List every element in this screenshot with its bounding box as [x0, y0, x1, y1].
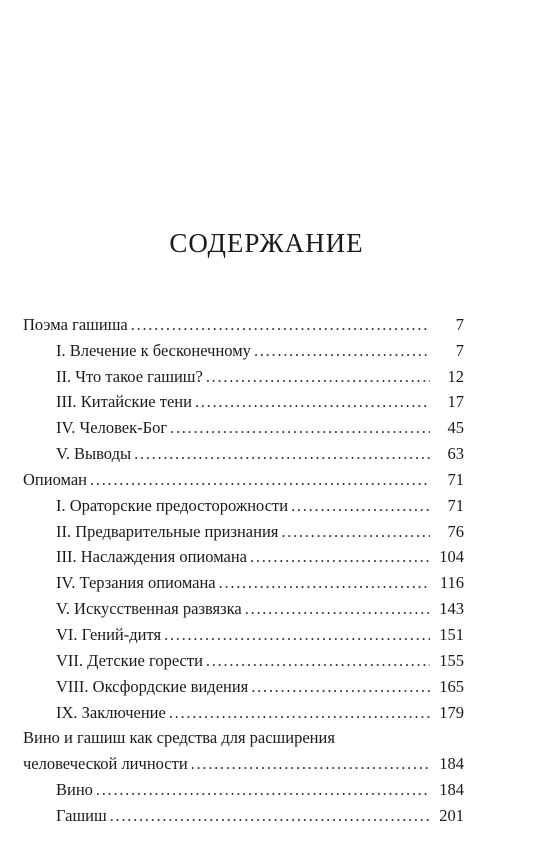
toc-entry — [23, 542, 464, 568]
dot-leader — [110, 806, 430, 826]
toc-entry-page-number: 201 — [439, 805, 464, 825]
toc-entry — [23, 774, 464, 800]
toc-entry-label: IV. Человек-Бог — [56, 418, 168, 438]
dot-leader — [251, 677, 430, 697]
toc-entry-label: I. Влечение к бесконечному — [56, 340, 251, 360]
dot-leader — [206, 367, 430, 387]
toc-entry-label: II. Предварительные признания — [56, 521, 279, 541]
toc-entry — [23, 309, 464, 335]
toc-entry — [23, 748, 464, 774]
toc-entry-page-number: 165 — [439, 676, 464, 696]
toc-entry-page-number: 76 — [447, 521, 464, 541]
toc-entry-page-number: 116 — [439, 573, 464, 593]
toc-entry — [23, 800, 464, 826]
toc-entry-page-number: 155 — [439, 650, 464, 670]
toc-entry-page-number: 17 — [447, 392, 464, 412]
dot-leader — [170, 418, 430, 438]
toc-entry — [23, 438, 464, 464]
toc-entry — [23, 335, 464, 361]
page-title: СОДЕРЖАНИЕ — [169, 228, 364, 258]
toc-entry — [23, 619, 464, 645]
toc-entry — [23, 412, 464, 438]
toc-entry-label: Опиоман — [23, 469, 87, 489]
dot-leader — [134, 444, 430, 464]
dot-leader — [96, 780, 430, 800]
toc-entry-page-number: 71 — [447, 495, 464, 515]
toc-entry-page-number: 12 — [447, 366, 464, 386]
toc-entry-page-number: 104 — [439, 547, 464, 567]
dot-leader — [219, 573, 430, 593]
toc-entry-label: I. Ораторские предосторожности — [56, 495, 289, 515]
toc-entry-label: IV. Терзания опиомана — [56, 573, 216, 593]
dot-leader — [191, 754, 430, 774]
toc-entry-label: III. Наслаждения опиомана — [56, 547, 247, 567]
toc-entry-label: II. Что такое гашиш? — [56, 366, 203, 386]
toc-entry-page-number: 71 — [447, 469, 464, 489]
toc-entry-page-number: 7 — [455, 340, 464, 360]
dot-leader — [131, 315, 430, 335]
toc-entry-label: IX. Заключение — [56, 702, 166, 722]
dot-leader — [206, 651, 430, 671]
toc-entry-page-number: 45 — [447, 418, 464, 438]
toc-entry — [23, 516, 464, 542]
toc-entry-label: человеческой личности — [23, 754, 188, 774]
dot-leader — [245, 599, 430, 619]
dot-leader — [291, 496, 430, 516]
toc-entry-page-number: 143 — [439, 599, 464, 619]
toc-entry-label: III. Китайские тени — [56, 392, 192, 412]
toc-entry-page-number: 184 — [439, 780, 464, 800]
toc-entry — [23, 723, 464, 749]
toc-entry — [23, 697, 464, 723]
toc-entry-label: VII. Детские горести — [56, 650, 203, 670]
toc-entry — [23, 593, 464, 619]
toc-entry-label: V. Выводы — [56, 444, 132, 464]
toc-entry — [23, 464, 464, 490]
dot-leader — [164, 625, 430, 645]
toc-entry-page-number: 151 — [439, 624, 464, 644]
dot-leader — [254, 341, 430, 361]
toc-entry — [23, 645, 464, 671]
table-of-contents — [23, 309, 464, 826]
toc-entry-label: Гашиш — [56, 805, 107, 825]
toc-entry — [23, 671, 464, 697]
toc-entry — [23, 387, 464, 413]
dot-leader — [90, 470, 430, 490]
toc-entry — [23, 567, 464, 593]
toc-entry — [23, 361, 464, 387]
dot-leader — [195, 392, 430, 412]
toc-entry-label: Поэма гашиша — [23, 314, 128, 334]
toc-entry-page-number: 7 — [455, 314, 464, 334]
toc-entry-label: Вино — [56, 780, 93, 800]
dot-leader — [250, 547, 430, 567]
toc-entry-page-number: 184 — [439, 754, 464, 774]
dot-leader — [281, 522, 430, 542]
toc-entry-page-number: 179 — [439, 702, 464, 722]
toc-entry-page-number: 63 — [447, 444, 464, 464]
toc-entry-label: VI. Гений-дитя — [56, 624, 162, 644]
toc-entry — [23, 490, 464, 516]
dot-leader — [169, 703, 430, 723]
toc-entry-label: V. Искусственная развязка — [56, 599, 242, 619]
toc-entry-label: Вино и гашиш как средства для расширения — [23, 728, 335, 748]
toc-entry-label: VIII. Оксфордские видения — [56, 676, 249, 696]
